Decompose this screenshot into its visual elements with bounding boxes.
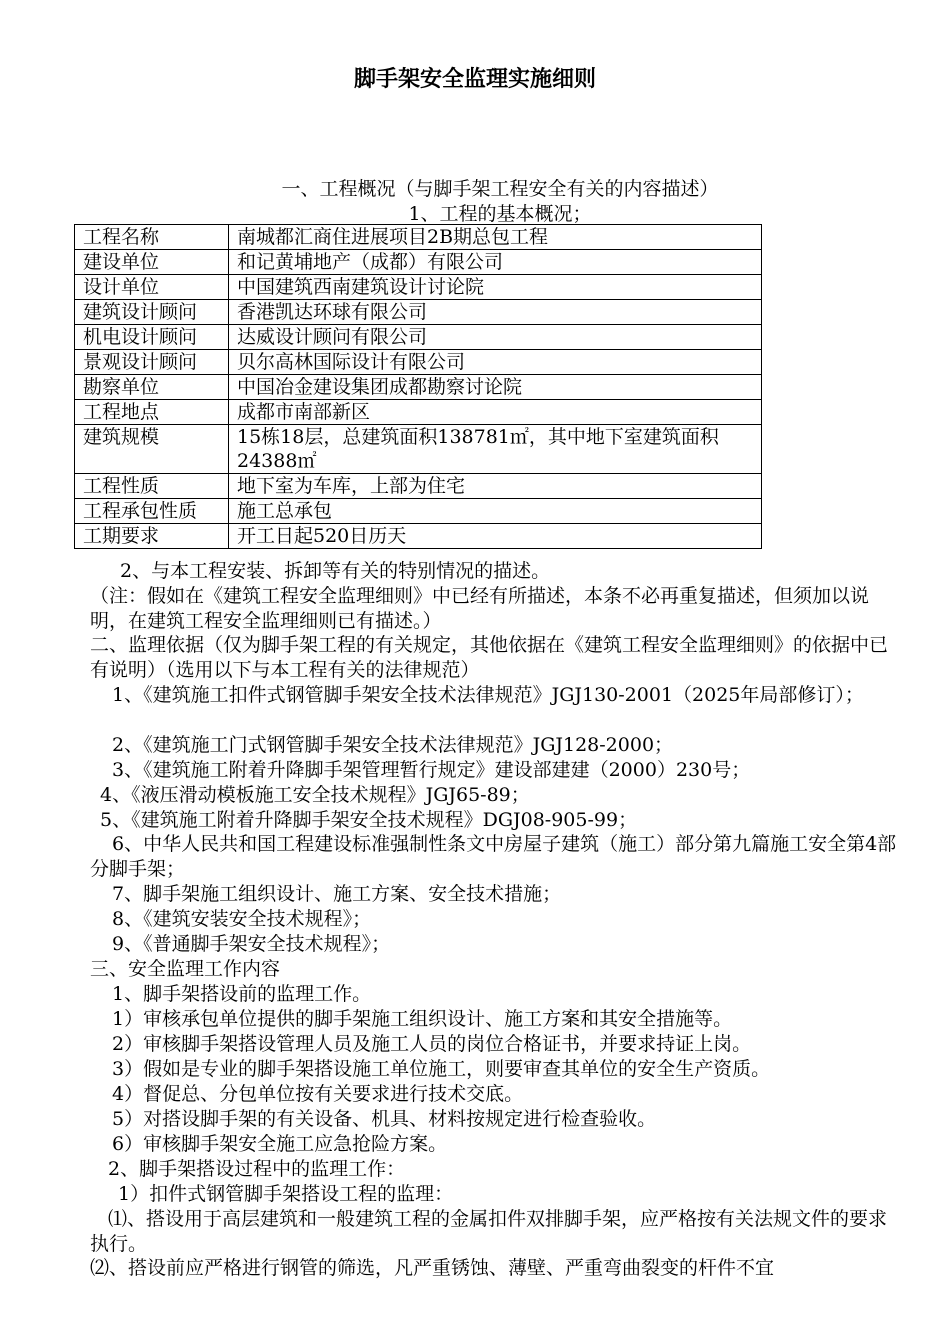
row-value: 香港凯达环球有限公司 (229, 300, 762, 325)
basis-item-5: 5、《建筑施工附着升降脚手架安全技术规程》DGJ08-905-99； (100, 809, 638, 831)
basis-item-2: 2、《建筑施工门式钢管脚手架安全技术法律规范》JGJ128-2000； (112, 734, 674, 756)
row-value: 中国建筑西南建筑设计讨论院 (229, 275, 762, 300)
row-value: 施工总承包 (229, 499, 762, 524)
table-row (75, 375, 762, 400)
row-label: 工程地点 (75, 400, 229, 425)
work-item-1-6: 6）审核脚手架安全施工应急抢险方案。 (112, 1133, 448, 1155)
table-row (75, 474, 762, 499)
basis-item-9: 9、《普通脚手架安全技术规程》； (112, 933, 391, 955)
row-label: 工程性质 (75, 474, 229, 499)
row-label: 建筑设计顾问 (75, 300, 229, 325)
work-item-2-1-a: ⑴、搭设用于高层建筑和一般建筑工程的金属扣件双排脚手架，应严格按有关法规文件的要求执行。 (90, 1208, 888, 1255)
table-row (75, 250, 762, 275)
work-item-1-4: 4）督促总、分包单位按有关要求进行技术交底。 (112, 1083, 524, 1105)
row-value: 地下室为车库，上部为住宅 (229, 474, 762, 499)
row-label: 景观设计顾问 (75, 350, 229, 375)
work-item-1-1: 1）审核承包单位提供的脚手架施工组织设计、施工方案和其安全措施等。 (112, 1008, 733, 1030)
page-title: 脚手架安全监理实施细则 (353, 67, 596, 92)
basis-item-3: 3、《建筑施工附着升降脚手架管理暂行规定》建设部建建（2000）230号； (112, 759, 751, 781)
row-label: 勘察单位 (75, 375, 229, 400)
work-item-1-5: 5）对搭设脚手架的有关设备、机具、材料按规定进行检查验收。 (112, 1108, 657, 1130)
basis-item-1: 1、《建筑施工扣件式钢管脚手架安全技术法律规范》JGJ130-2001（2025年局部修订）； (112, 684, 864, 706)
table-row (75, 325, 762, 350)
basis-item-6: 6、中华人民共和国工程建设标准强制性条文中房屋子建筑（施工）部分第九篇施工安全第4部分脚手架； (90, 833, 897, 880)
row-label: 建设单位 (75, 250, 229, 275)
project-info-table (74, 224, 762, 549)
basis-item-4: 4、《液压滑动模板施工安全技术规程》JGJ65-89； (100, 784, 530, 806)
table-row (75, 524, 762, 549)
row-value: 15栋18层，总建筑面积138781㎡，其中地下室建筑面积24388㎡ (229, 425, 762, 474)
section-heading-work-content: 三、安全监理工作内容 (90, 958, 281, 980)
table-row (75, 275, 762, 300)
row-value: 贝尔高林国际设计有限公司 (229, 350, 762, 375)
table-row (75, 499, 762, 524)
row-value: 和记黄埔地产（成都）有限公司 (229, 250, 762, 275)
section-heading-basis: 二、监理依据（仅为脚手架工程的有关规定，其他依据在《建筑工程安全监理细则》的依据中已有说明）（选用以下与本工程有关的法律规范） (90, 634, 889, 681)
row-label: 工期要求 (75, 524, 229, 549)
row-value: 达威设计顾问有限公司 (229, 325, 762, 350)
row-label: 工程名称 (75, 225, 229, 250)
work-item-1-3: 3）假如是专业的脚手架搭设施工单位施工，则要审查其单位的安全生产资质。 (112, 1058, 771, 1080)
row-label: 建筑规模 (75, 425, 229, 474)
section-heading-overview: 一、工程概况（与脚手架工程安全有关的内容描述） (281, 178, 719, 200)
row-label: 工程承包性质 (75, 499, 229, 524)
paragraph-special-conditions: 2、与本工程安装、拆卸等有关的特别情况的描述。 (120, 560, 551, 582)
basis-item-7: 7、脚手架施工组织设计、施工方案、安全技术措施； (112, 883, 562, 905)
table-row (75, 400, 762, 425)
row-value: 成都市南部新区 (229, 400, 762, 425)
row-value: 南城都汇商住进展项目2B期总包工程 (229, 225, 762, 250)
row-label: 机电设计顾问 (75, 325, 229, 350)
paragraph-note: （注：假如在《建筑工程安全监理细则》中已经有所描述，本条不必再重复描述，但须加以说明，在建筑工程安全监理细则已有描述。） (90, 585, 870, 632)
work-item-2-1-b: ⑵、搭设前应严格进行钢管的筛选，凡严重锈蚀、薄壁、严重弯曲裂变的杆件不宜 (90, 1257, 775, 1279)
row-value: 开工日起520日历天 (229, 524, 762, 549)
table-row (75, 350, 762, 375)
table-row (75, 225, 762, 250)
work-item-1: 1、脚手架搭设前的监理工作。 (112, 983, 372, 1005)
work-item-1-2: 2）审核脚手架搭设管理人员及施工人员的岗位合格证书，并要求持证上岗。 (112, 1033, 752, 1055)
work-item-2-1: 1）扣件式钢管脚手架搭设工程的监理： (118, 1183, 454, 1205)
row-value: 中国冶金建设集团成都勘察讨论院 (229, 375, 762, 400)
work-item-2: 2、脚手架搭设过程中的监理工作： (108, 1158, 406, 1180)
table-row (75, 425, 762, 474)
subheading-basic-overview: 1、工程的基本概况； (408, 203, 592, 225)
table-row (75, 300, 762, 325)
row-label: 设计单位 (75, 275, 229, 300)
basis-item-8: 8、《建筑安装安全技术规程》； (112, 908, 372, 930)
